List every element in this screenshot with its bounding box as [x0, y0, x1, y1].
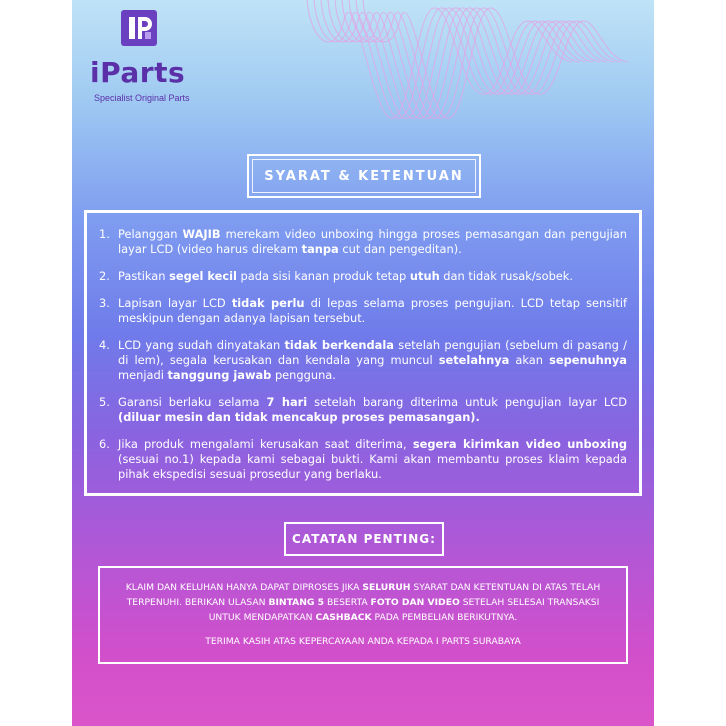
text-run: Lapisan layar LCD [118, 296, 232, 310]
term-number: 1. [99, 227, 110, 241]
terms-heading-text: SYARAT & KETENTUAN [264, 168, 464, 184]
term-item [99, 227, 627, 257]
text-run: BESERTA [324, 597, 371, 608]
bold-text-run: setelahnya [438, 353, 510, 367]
notice-panel [98, 566, 628, 664]
terms-heading [247, 154, 481, 198]
text-run: PADA PEMBELIAN BERIKUTNYA. [371, 612, 518, 623]
text-run: Garansi berlaku selama [118, 395, 267, 409]
text-run: akan [509, 353, 550, 367]
term-number: 2. [99, 269, 110, 283]
bold-text-run: tanggung jawab [167, 368, 272, 382]
term-number: 4. [99, 338, 110, 352]
bold-text-run: segel kecil [169, 269, 237, 283]
bold-text-run: sepenuhnya [549, 353, 627, 367]
important-note-heading-text: CATATAN PENTING: [292, 532, 436, 546]
text-run: Jika produk mengalami kerusakan saat diterima, [118, 437, 413, 451]
bold-text-run: WAJIB [182, 227, 221, 241]
bold-text-run: tidak perlu [231, 296, 305, 310]
thanks-message: TERIMA KASIH ATAS KEPERCAYAAN ANDA KEPADA I PARTS SURABAYA [205, 636, 521, 647]
text-run: SYARAT DAN KETENTUAN DI ATAS TELAH TERPENUHI. BERIKAN ULASAN [126, 582, 601, 608]
term-number: 3. [99, 296, 110, 310]
text-run: dan tidak rusak/sobek. [439, 269, 574, 283]
bold-text-run: CASHBACK [315, 612, 372, 623]
bold-text-run: BINTANG 5 [268, 597, 325, 608]
iparts-logo-icon [121, 10, 157, 46]
text-run: cut dan pengeditan). [338, 242, 462, 256]
text-run: merekam video unboxing hingga proses pemasangan dan pengujian layar LCD (video harus direkam [118, 227, 627, 256]
text-run: (sesuai no.1) kepada kami sebagai bukti. Kami akan membantu proses klaim kepada pihak ekspedisi sesuai prosedur yang berlaku. [118, 452, 627, 481]
term-number: 5. [99, 395, 110, 409]
brand-tagline: Specialist Original Parts [94, 93, 190, 103]
bold-text-run: SELURUH [362, 582, 411, 593]
term-item [99, 269, 627, 284]
poster [72, 0, 654, 726]
terms-list [99, 227, 627, 494]
bold-text-run: (diluar mesin dan tidak mencakup proses pemasangan). [118, 410, 480, 424]
text-run: Pelanggan [118, 227, 183, 241]
notice-paragraph [110, 580, 616, 625]
bold-text-run: tanpa [301, 242, 339, 256]
text-run: setelah pengujian (sebelum di pasang / di lem), segala kerusakan dan kendala yang muncul [118, 338, 627, 367]
bold-text-run: segera kirimkan video unboxing [412, 437, 627, 451]
terms-panel [84, 210, 642, 496]
text-run: menjadi [118, 368, 168, 382]
bold-text-run: FOTO DAN VIDEO [370, 597, 460, 608]
text-run: KLAIM DAN KELUHAN HANYA DAPAT DIPROSES JIKA [125, 582, 363, 593]
text-run: LCD yang sudah dinyatakan [118, 338, 285, 352]
text-run: pengguna. [271, 368, 336, 382]
brand-name: iParts [90, 56, 186, 89]
text-run: di lepas selama proses pengujian. LCD tetap sensitif meskipun dengan adanya lapisan tersebut. [118, 296, 627, 325]
term-item [99, 437, 627, 482]
bold-text-run: 7 hari [266, 395, 308, 409]
term-item [99, 338, 627, 383]
bold-text-run: tidak berkendala [284, 338, 394, 352]
term-number: 6. [99, 437, 110, 451]
text-run: pada sisi kanan produk tetap [236, 269, 410, 283]
text-run: SETELAH SELESAI TRANSAKSI UNTUK MENDAPATKAN [208, 597, 600, 623]
important-note-heading [284, 522, 444, 556]
text-run: Pastikan [118, 269, 170, 283]
term-item [99, 296, 627, 326]
term-item [99, 395, 627, 425]
text-run: setelah barang diterima untuk pengujian layar LCD [307, 395, 627, 409]
bold-text-run: utuh [409, 269, 440, 283]
